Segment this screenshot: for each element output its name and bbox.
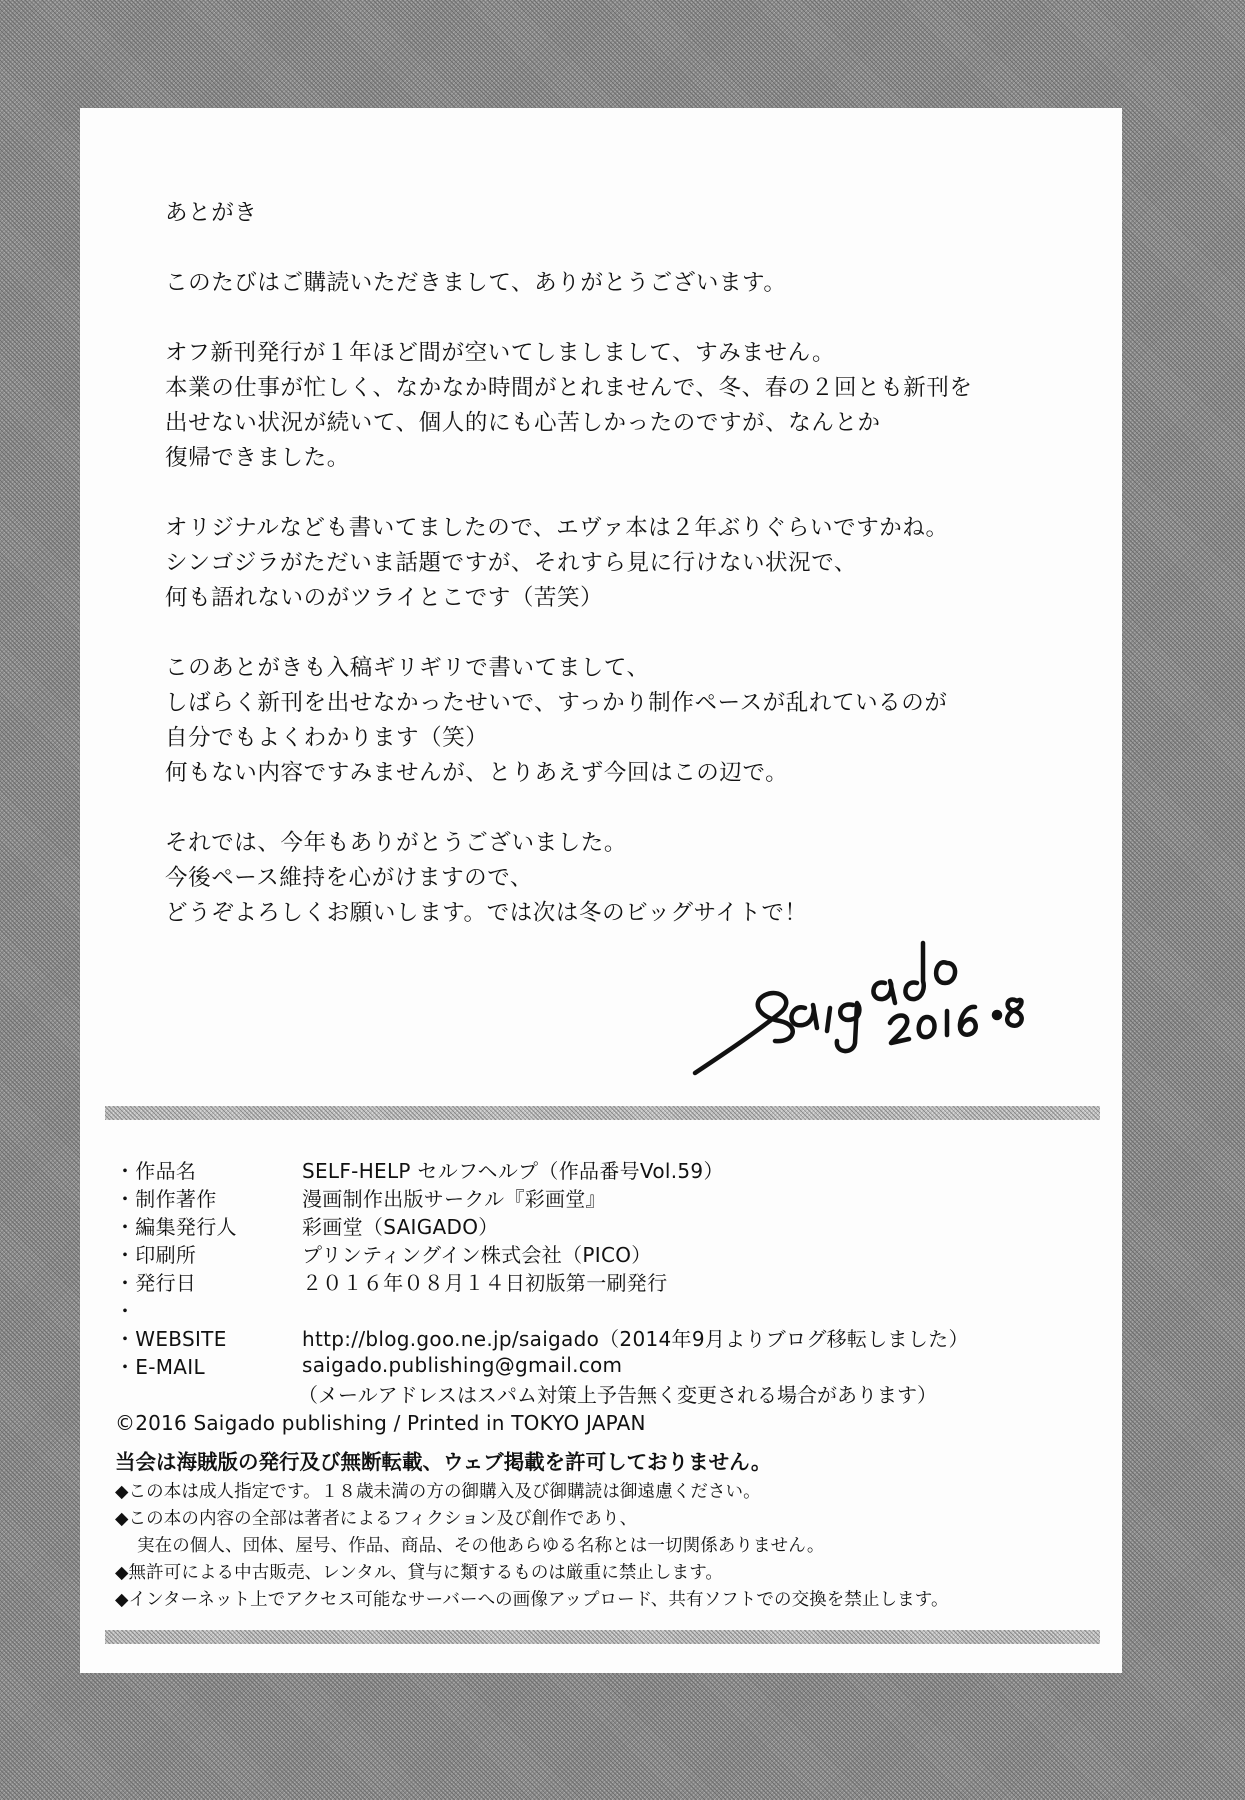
colophon-row — [115, 1295, 1095, 1323]
copyright-line: ©2016 Saigado publishing / Printed in TOKYO JAPAN — [115, 1411, 646, 1435]
afterword-section — [165, 196, 1065, 966]
colophon-label: ・発行日 — [115, 1270, 197, 1295]
afterword-paragraph: それでは、今年もありがとうございました。 今後ペース維持を心がけますので、 どうぞよろしくお願いします。では次は冬のビッグサイトで！ — [165, 830, 808, 926]
notice-line: ◆インターネット上でアクセス可能なサーバーへの画像アップロード、共有ソフトでの交換を禁止します。 — [115, 1590, 949, 1610]
colophon-value: ２０１６年０８月１４日初版第一刷発行 — [302, 1270, 668, 1295]
colophon-label: ・作品名 — [115, 1158, 197, 1183]
colophon-row — [115, 1267, 1095, 1295]
colophon-row — [115, 1239, 1095, 1267]
colophon-row — [115, 1351, 1095, 1379]
handwritten-signature — [685, 913, 1025, 1083]
website-link[interactable]: http://blog.goo.ne.jp/saigado（2014年9月よりブログ移転しました） — [302, 1326, 969, 1351]
colophon-label: ・ — [115, 1298, 136, 1323]
email-note: （メールアドレスはスパム対策上予告無く変更される場合があります） — [298, 1382, 937, 1407]
colophon-row — [115, 1155, 1095, 1183]
colophon-section — [115, 1155, 1095, 1612]
afterword-paragraph: オフ新刊発行が１年ほど間が空いてしましまして、すみません。 本業の仕事が忙しく、なかなか時間がとれませんで、冬、春の２回とも新刊を 出せない状況が続いて、個人的にも心苦しかったのですが、なんとか 復帰できました。 — [165, 340, 973, 471]
notice-line: ◆この本は成人指定です。１８歳未満の方の御購入及び御購読は御遠慮ください。 — [115, 1482, 761, 1502]
colophon-value: プリンティングイン株式会社（PICO） — [302, 1242, 652, 1267]
colophon-label: ・編集発行人 — [115, 1214, 237, 1239]
notice-line: ◆この本の内容の全部は著者によるフィクション及び創作であり、 — [115, 1509, 638, 1529]
afterword-paragraph: このたびはご購読いただきまして、ありがとうございます。 — [165, 270, 787, 296]
email-link[interactable]: saigado.publishing@gmail.com — [302, 1353, 623, 1377]
colophon-row — [115, 1323, 1095, 1351]
colophon-label: ・WEBSITE — [115, 1326, 227, 1351]
colophon-row — [115, 1211, 1095, 1239]
colophon-value: SELF-HELP セルフヘルプ（作品番号Vol.59） — [302, 1158, 724, 1183]
piracy-warning: 当会は海賊版の発行及び無断転載、ウェブ掲載を許可しておりません。 — [115, 1450, 772, 1474]
afterword-paragraph: オリジナルなども書いてましたので、エヴァ本は２年ぶりぐらいですかね。 シンゴジラがただいま話題ですが、それすら見に行けない状況で、 何も語れないのがツライとこです（苦笑） — [165, 515, 949, 611]
section-divider — [105, 1630, 1100, 1644]
colophon-value: 彩画堂（SAIGADO） — [302, 1214, 499, 1239]
afterword-paragraph: このあとがきも入稿ギリギリで書いてまして、 しばらく新刊を出せなかったせいで、すっかり制作ペースが乱れているのが 自分でもよくわかります（笑） 何もない内容ですみませんが、とりあえず今回はこの辺で。 — [165, 655, 948, 786]
colophon-row — [115, 1183, 1095, 1211]
colophon-value: 漫画制作出版サークル『彩画堂』 — [302, 1186, 606, 1211]
notice-line: ◆無許可による中古販売、レンタル、貸与に類するものは厳重に禁止します。 — [115, 1563, 724, 1583]
section-divider — [105, 1106, 1100, 1120]
colophon-label: ・制作著作 — [115, 1186, 217, 1211]
afterword-title: あとがき — [165, 200, 258, 226]
colophon-label: ・印刷所 — [115, 1242, 197, 1267]
colophon-label: ・E-MAIL — [115, 1354, 205, 1379]
notice-line: 実在の個人、団体、屋号、作品、商品、その他あらゆる名称とは一切関係ありません。 — [137, 1536, 825, 1556]
